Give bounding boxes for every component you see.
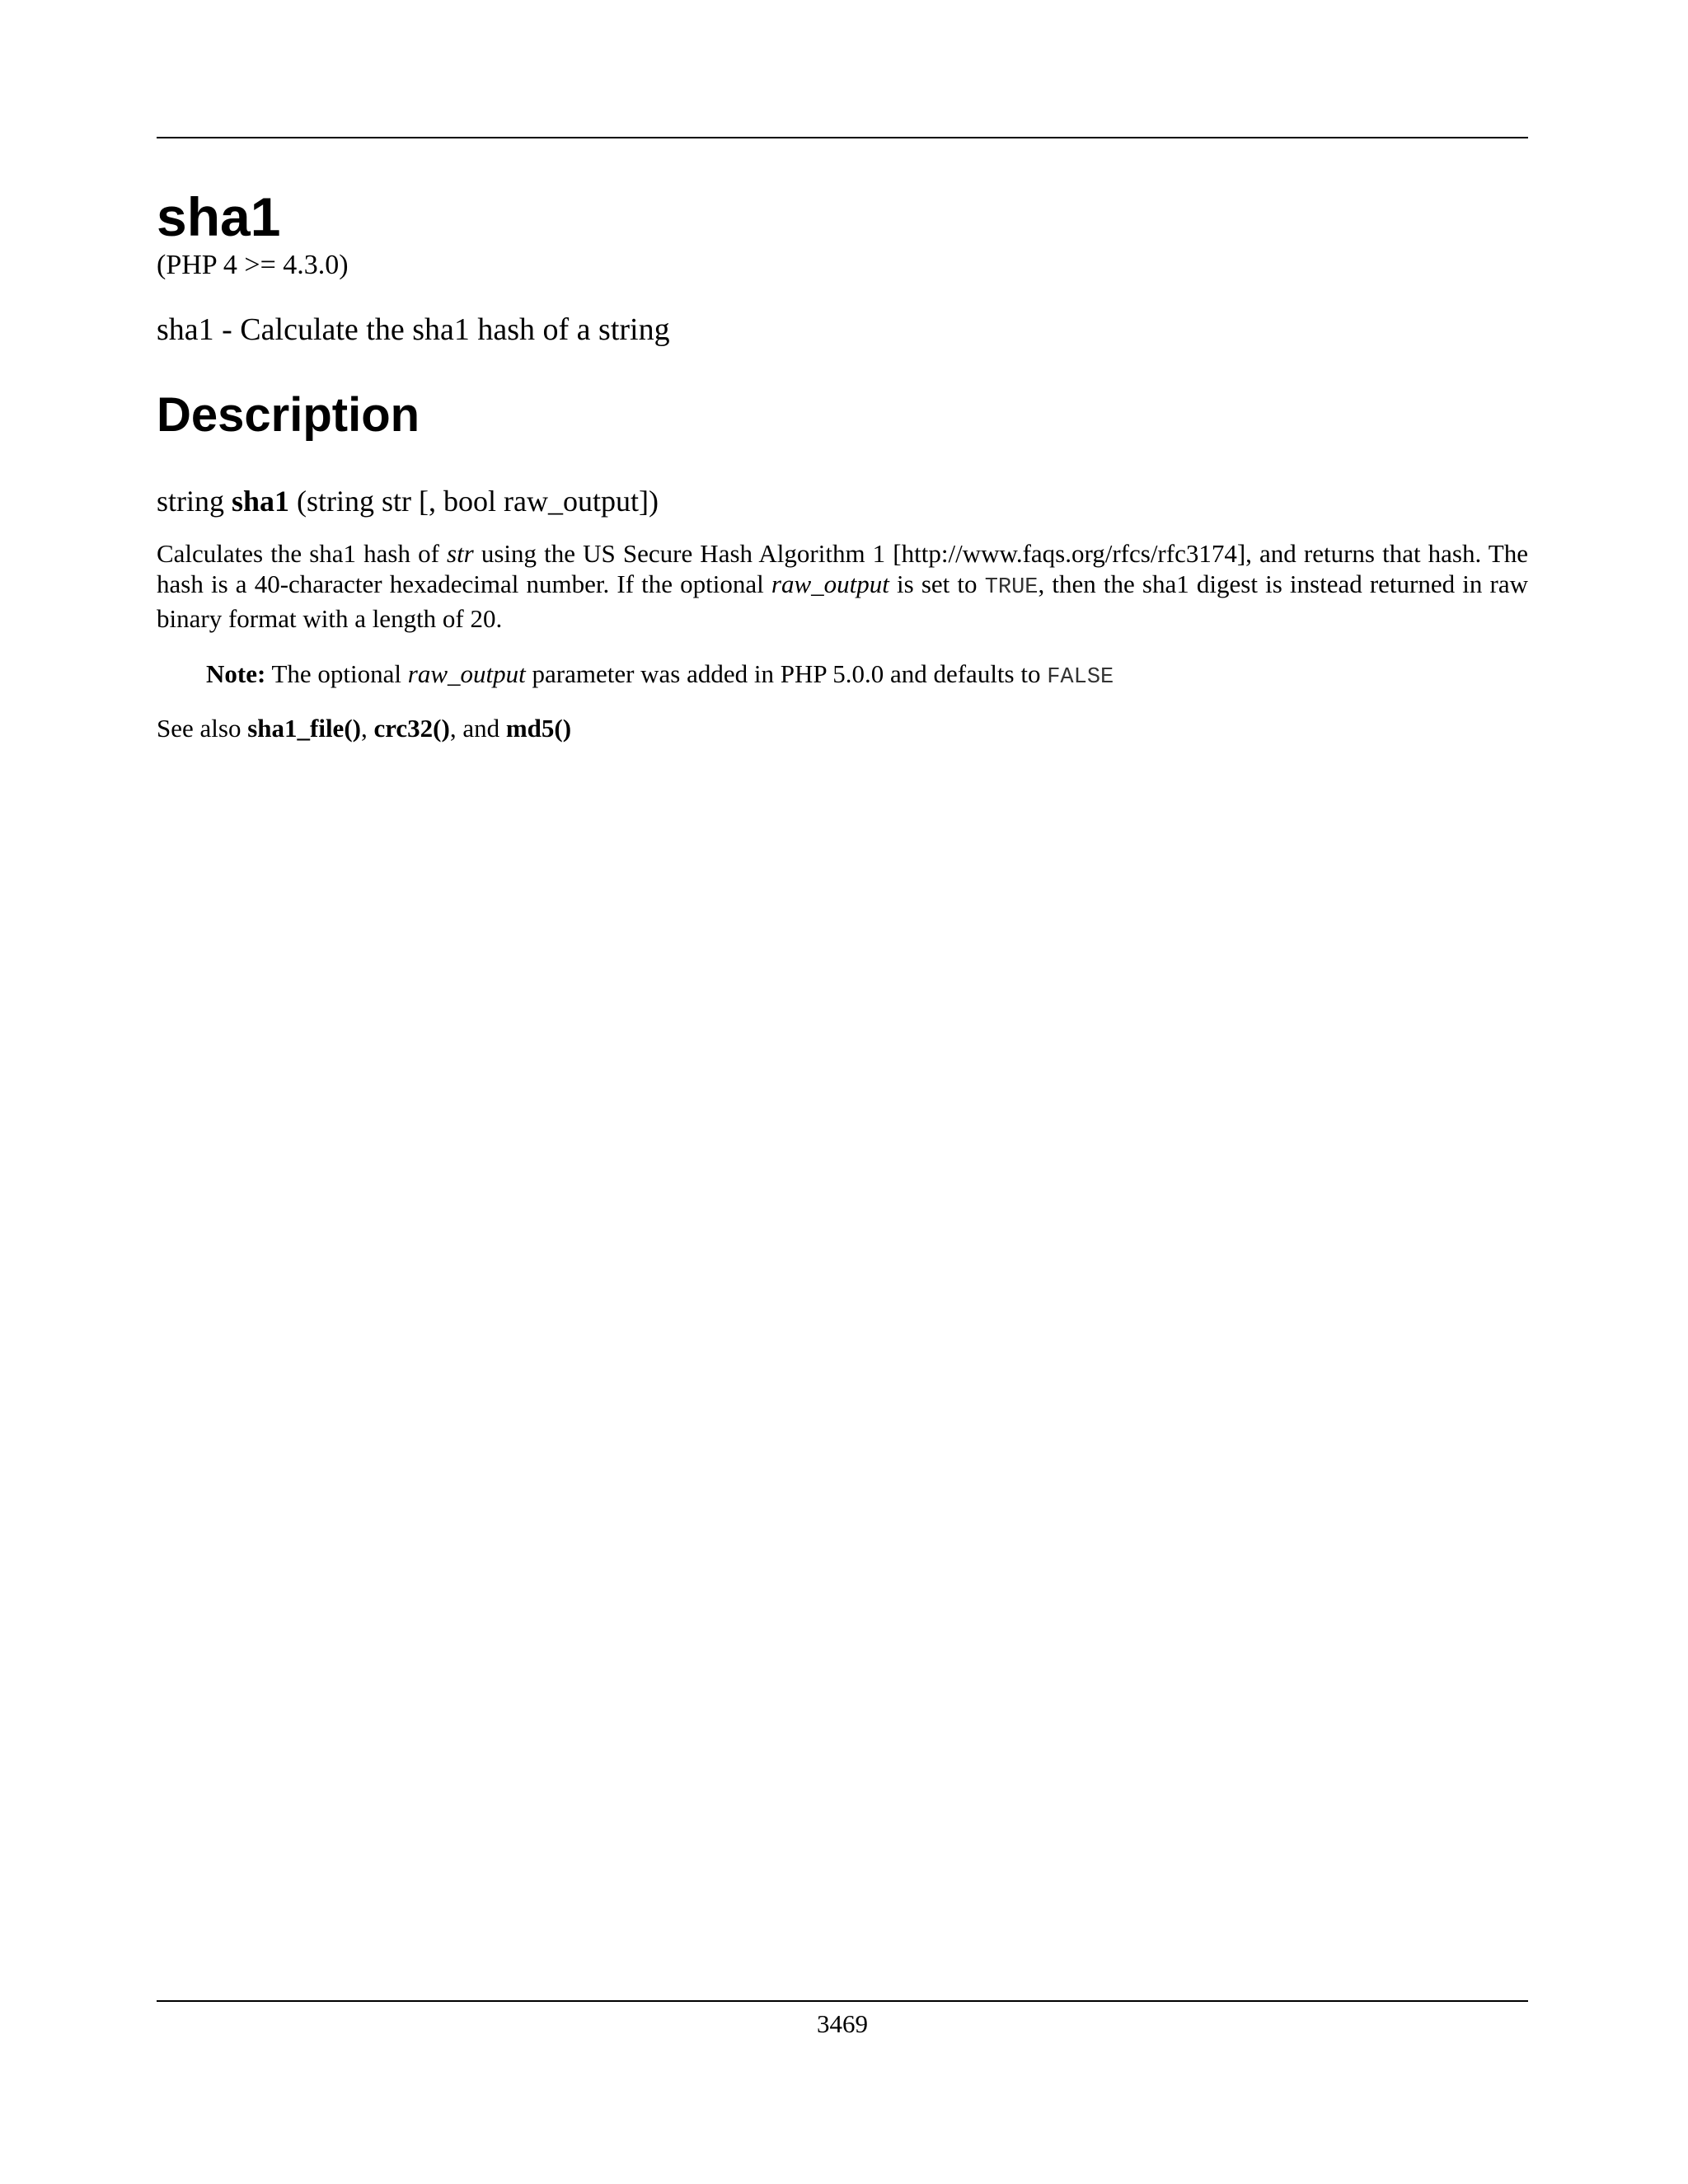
note-block xyxy=(206,658,1528,693)
see-also-separator: , and xyxy=(449,714,506,743)
para-text: , then the sha1 digest is instead returned in raw binary format with a length of 20. xyxy=(157,569,1528,633)
link-crc32[interactable]: crc32() xyxy=(373,714,450,743)
footer-rule xyxy=(157,2000,1528,2002)
section-title-description: Description xyxy=(157,388,420,442)
param-raw-output: raw_output xyxy=(771,569,889,598)
note-text: The optional xyxy=(265,659,408,688)
return-type: string xyxy=(157,485,225,518)
function-title: sha1 xyxy=(157,186,281,247)
param-str: str xyxy=(447,539,474,568)
page-content xyxy=(157,185,1528,743)
description-paragraph xyxy=(157,538,1528,634)
see-also xyxy=(157,713,1528,743)
function-synopsis xyxy=(157,482,1528,520)
synopsis-params: (string str [, bool raw_output]) xyxy=(297,485,659,518)
link-sha1-file[interactable]: sha1_file() xyxy=(247,714,361,743)
note-param-raw-output: raw_output xyxy=(407,659,526,688)
see-also-prefix: See also xyxy=(157,714,248,743)
note-label: Note: xyxy=(206,659,266,688)
note-text: parameter was added in PHP 5.0.0 and defaults to xyxy=(525,659,1048,688)
constant-false: FALSE xyxy=(1047,665,1114,690)
header-rule xyxy=(157,137,1528,138)
function-purpose: sha1 - Calculate the sha1 hash of a string xyxy=(157,312,670,347)
page-number: 3469 xyxy=(817,2009,868,2038)
link-md5[interactable]: md5() xyxy=(505,714,572,743)
version-info: (PHP 4 >= 4.3.0) xyxy=(157,250,349,280)
para-text: is set to xyxy=(889,569,985,598)
para-text: using the US Secure Hash Algorithm 1 [http://www.faqs.org/rfcs/rfc3174], and returns that hash. The hash is a 40-character hexadecimal number. If the optional xyxy=(157,539,1528,598)
para-text: Calculates the sha1 hash of xyxy=(157,539,447,568)
see-also-separator: , xyxy=(360,714,374,743)
synopsis-function-name: sha1 xyxy=(232,485,290,518)
constant-true: TRUE xyxy=(984,575,1039,600)
